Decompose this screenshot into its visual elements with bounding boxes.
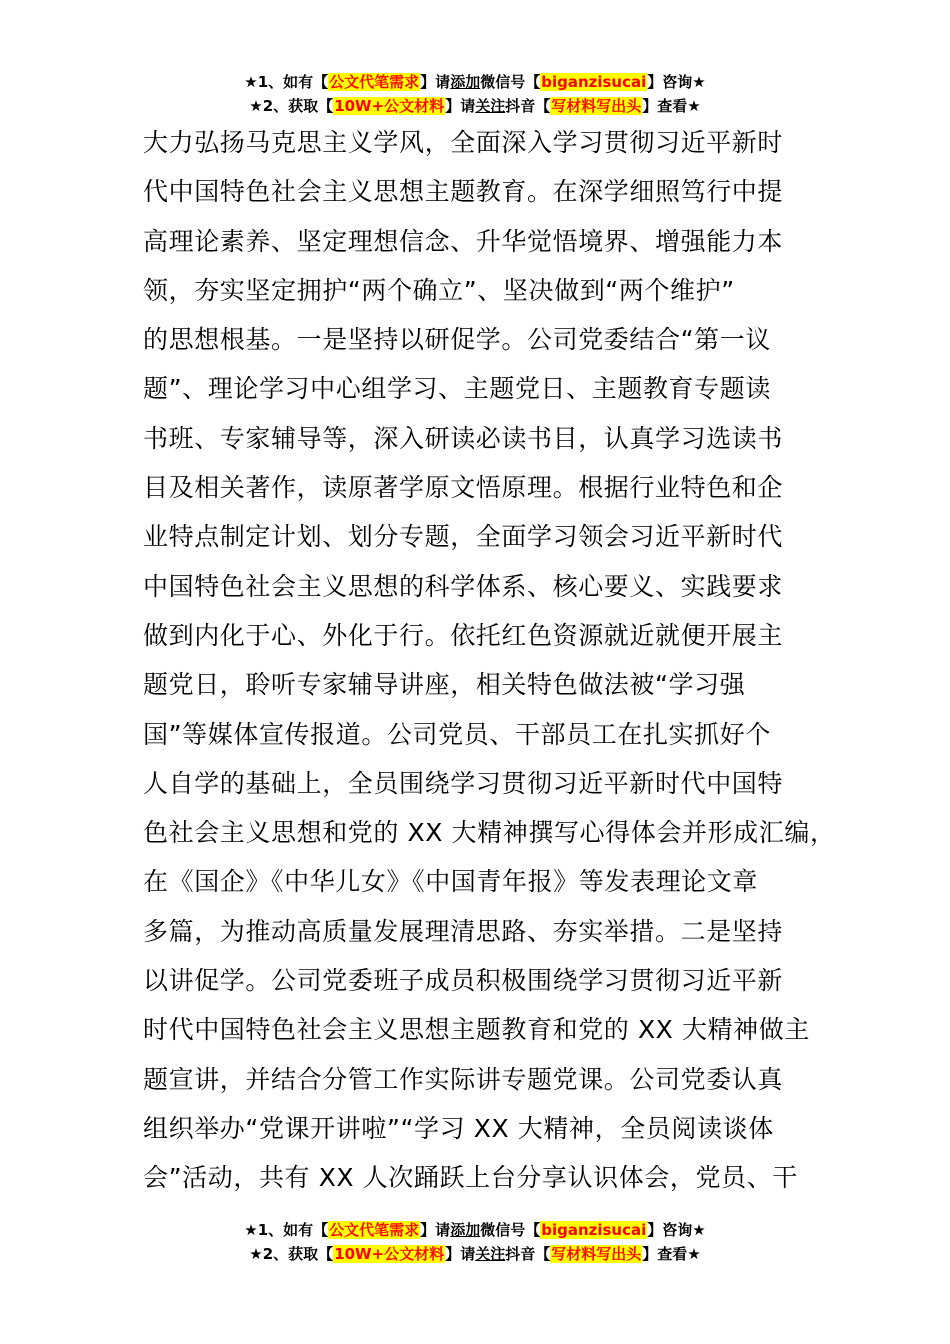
highlight-service: 公文代笔需求 <box>329 73 420 91</box>
body-line: 色社会主义思想和党的 XX 大精神撰写心得体会并形成汇编， <box>143 818 836 848</box>
banner-text-underlined: 添加 <box>450 73 481 91</box>
body-line: 做到内化于心、外化于行。依托红色资源就近就便开展主 <box>143 620 784 650</box>
body-line: 领，夯实坚定拥护“两个确立”、坚决做到“两个维护” <box>143 275 735 305</box>
body-line: 书班、专家辅导等，深入研读必读书目，认真学习选读书 <box>143 423 784 453</box>
body-line: 中国特色社会主义思想的科学体系、核心要义、实践要求 <box>143 571 784 601</box>
highlight-materials: 10W+公文材料 <box>334 1245 445 1263</box>
header-banner <box>0 70 950 118</box>
banner-text: 微信号【 <box>480 73 541 91</box>
highlight-service: 公文代笔需求 <box>329 1221 420 1239</box>
body-line: 题党日，聆听专家辅导讲座，相关特色做法被“学习强 <box>143 670 746 700</box>
banner-text: 微信号【 <box>480 1221 541 1239</box>
banner-text: 抖音【 <box>505 97 551 115</box>
body-line: 人自学的基础上，全员围绕学习贯彻习近平新时代中国特 <box>143 768 784 798</box>
banner-text: 】咨询★ <box>647 1221 706 1239</box>
body-line: 的思想根基。一是坚持以研促学。公司党委结合“第一议 <box>143 325 771 355</box>
body-line: 时代中国特色社会主义思想主题教育和党的 XX 大精神做主 <box>143 1015 810 1045</box>
banner-text: 】请 <box>420 1221 451 1239</box>
banner-text: 】查看★ <box>642 1245 701 1263</box>
body-line: 在《国企》《中华儿女》《中国青年报》等发表理论文章 <box>143 867 759 897</box>
body-line: 题宣讲，并结合分管工作实际讲专题党课。公司党委认真 <box>143 1064 784 1094</box>
banner-text-underlined: 关注 <box>475 1245 506 1263</box>
body-line: 大力弘扬马克思主义学风，全面深入学习贯彻习近平新时 <box>143 128 784 157</box>
banner-text-underlined: 添加 <box>450 1221 481 1239</box>
banner-line-1 <box>0 70 950 94</box>
highlight-materials: 10W+公文材料 <box>334 97 445 115</box>
body-line: 目及相关著作，读原著学原文悟原理。根据行业特色和企 <box>143 473 784 503</box>
body-line: 组织举办“党课开讲啦”“学习 XX 大精神，全员阅读谈体 <box>143 1113 774 1143</box>
highlight-wechat-id: biganzisucai <box>541 73 647 91</box>
banner-line-2 <box>0 94 950 118</box>
banner-text: ★2、获取【 <box>249 1245 334 1263</box>
body-line: 题”、理论学习中心组学习、主题党日、主题教育专题读 <box>143 374 771 404</box>
banner-text-underlined: 关注 <box>475 97 506 115</box>
body-line: 会”活动，共有 XX 人次踊跃上台分享认识体会，党员、干 <box>143 1163 798 1193</box>
banner-text: ★1、如有【 <box>244 1221 329 1239</box>
banner-line-2 <box>0 1242 950 1266</box>
body-line: 业特点制定计划、划分专题，全面学习领会习近平新时代 <box>143 522 784 552</box>
body-line: 多篇，为推动高质量发展理清思路、夯实举措。二是坚持 <box>143 916 784 946</box>
highlight-douyin-id: 写材料写出头 <box>551 1245 642 1263</box>
banner-text: 】请 <box>420 73 451 91</box>
body-line: 高理论素养、坚定理想信念、升华觉悟境界、增强能力本 <box>143 226 784 256</box>
banner-line-1 <box>0 1218 950 1242</box>
footer-banner <box>0 1218 950 1266</box>
banner-text: 】请 <box>445 97 476 115</box>
highlight-douyin-id: 写材料写出头 <box>551 97 642 115</box>
banner-text: ★2、获取【 <box>249 97 334 115</box>
banner-text: 】咨询★ <box>647 73 706 91</box>
body-line: 国”等媒体宣传报道。公司党员、干部员工在扎实抓好个 <box>143 719 771 749</box>
banner-text: 抖音【 <box>505 1245 551 1263</box>
body-line: 以讲促学。公司党委班子成员积极围绕学习贯彻习近平新 <box>143 966 784 996</box>
body-line: 代中国特色社会主义思想主题教育。在深学细照笃行中提 <box>143 177 784 207</box>
banner-text: ★1、如有【 <box>244 73 329 91</box>
highlight-wechat-id: biganzisucai <box>541 1221 647 1239</box>
banner-text: 】请 <box>445 1245 476 1263</box>
document-body <box>143 118 843 1203</box>
banner-text: 】查看★ <box>642 97 701 115</box>
